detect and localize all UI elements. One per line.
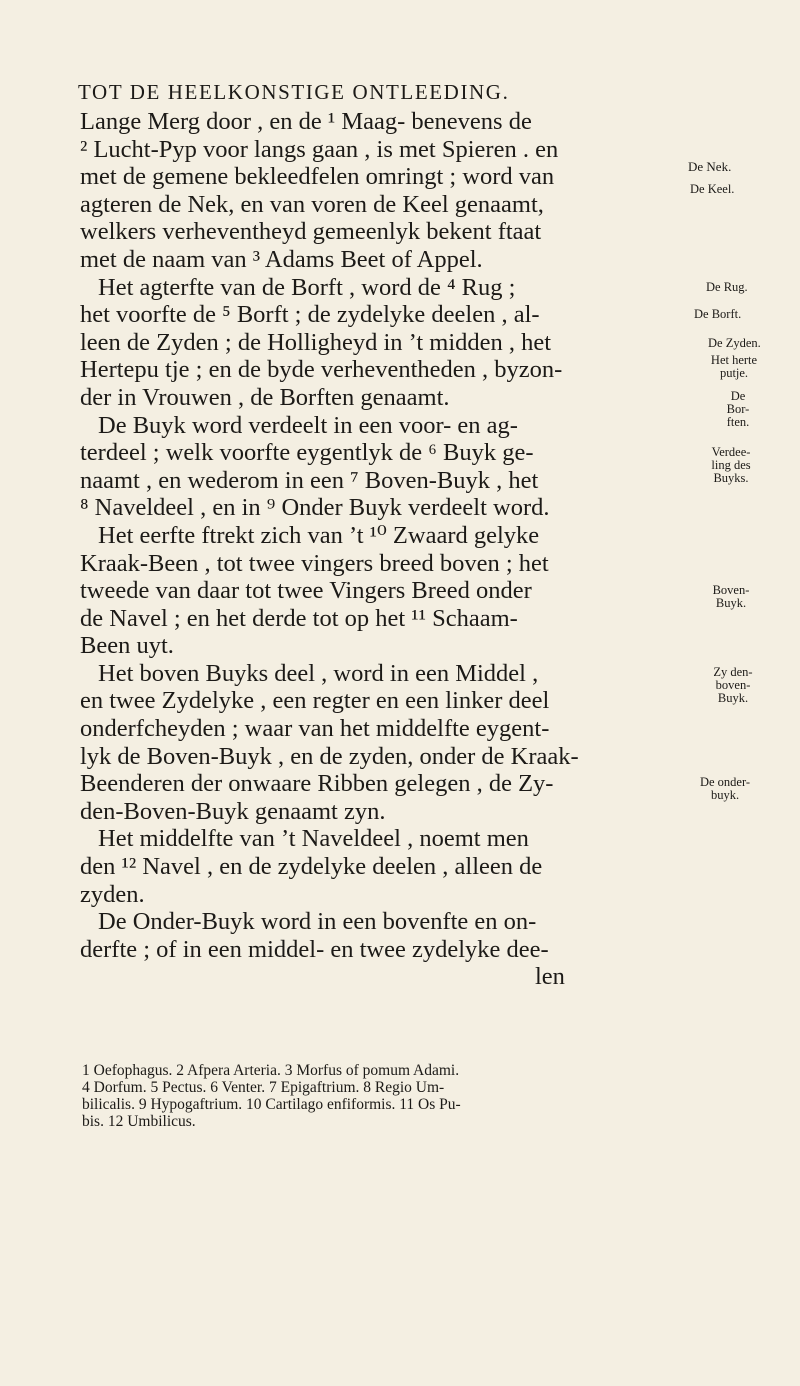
text-line: De Onder-Buyk word in een bovenfte en on-: [98, 908, 537, 936]
text-line: ² Lucht-Pyp voor langs gaan , is met Spieren . en: [80, 135, 559, 163]
text-line: zyden.: [80, 880, 145, 908]
text-line: Het middelfte van ’t Naveldeel , noemt men: [98, 825, 529, 853]
margin-note: De Bor- ften.: [726, 389, 750, 429]
margin-note: De onder- buyk.: [699, 775, 751, 802]
text-line: naamt , en wederom in een ⁷ Boven-Buyk , het: [80, 466, 539, 494]
text-line: het voorfte de ⁵ Borft ; de zydelyke deelen , al-: [80, 301, 540, 329]
text-line: ⁸ Naveldeel , en in ⁹ Onder Buyk verdeelt word.: [80, 494, 550, 522]
text-line: met de gemene bekleedfelen omringt ; word van: [80, 163, 555, 191]
text-line: onderfcheyden ; waar van het middelfte eygent-: [80, 715, 550, 743]
text-line: Beenderen der onwaare Ribben gelegen , de Zy-: [80, 770, 554, 798]
text-line: Kraak-Been , tot twee vingers breed boven ; het: [80, 549, 549, 577]
body-text: [80, 108, 680, 991]
text-line: len: [535, 963, 565, 991]
text-line: Het eerfte ftrekt zich van ’t ¹⁰ Zwaard gelyke: [98, 521, 540, 549]
text-line: terdeel ; welk voorfte eygentlyk de ⁶ Buyk ge-: [80, 439, 534, 467]
text-line: Het boven Buyks deel , word in een Middel ,: [98, 659, 539, 687]
footnote-line: 4 Dorfum. 5 Pectus. 6 Venter. 7 Epigaftrium. 8 Regio Um-: [82, 1079, 445, 1096]
text-line: de Navel ; en het derde tot op het ¹¹ Schaam-: [80, 604, 518, 632]
text-line: agteren de Nek, en van voren de Keel genaamt,: [80, 190, 544, 218]
margin-note: De Borft.: [694, 307, 742, 321]
text-line: derfte ; of in een middel- en twee zydelyke dee-: [80, 935, 549, 963]
text-line: Het agterfte van de Borft , word de ⁴ Rug ;: [98, 273, 516, 301]
text-line: den-Boven-Buyk genaamt zyn.: [80, 797, 386, 825]
margin-note: Verdee- ling des Buyks.: [711, 445, 751, 485]
margin-note: De Keel.: [690, 182, 735, 196]
margin-note: Zy den- boven- Buyk.: [713, 665, 753, 705]
footnote-line: bis. 12 Umbilicus.: [82, 1113, 196, 1130]
running-header: TOT DE HEELKONSTIGE ONTLEEDING.: [78, 80, 510, 104]
text-line: Been uyt.: [80, 632, 174, 660]
margin-note: De Rug.: [706, 280, 748, 294]
margin-note: De Nek.: [688, 159, 732, 174]
margin-note: Boven- Buyk.: [712, 583, 750, 610]
text-line: lyk de Boven-Buyk , en de zyden, onder de Kraak-: [80, 742, 579, 770]
text-line: met de naam van ³ Adams Beet of Appel.: [80, 245, 483, 273]
margin-note: Het herte putje.: [710, 353, 758, 380]
text-line: tweede van daar tot twee Vingers Breed onder: [80, 577, 532, 605]
text-line: Lange Merg door , en de ¹ Maag- benevens de: [80, 108, 532, 135]
footnote-line: 1 Oefophagus. 2 Afpera Arteria. 3 Morfus of pomum Adami.: [82, 1062, 460, 1079]
text-line: der in Vrouwen , de Borften genaamt.: [80, 383, 450, 411]
margin-note: De Zyden.: [708, 336, 761, 350]
text-line: den ¹² Navel , en de zydelyke deelen , alleen de: [80, 853, 543, 881]
text-line: welkers verheventheyd gemeenlyk bekent ftaat: [80, 218, 542, 246]
text-line: leen de Zyden ; de Holligheyd in ’t midden , het: [80, 328, 552, 356]
text-line: Hertepu tje ; en de byde verheventheden , byzon-: [80, 356, 563, 384]
text-line: De Buyk word verdeelt in een voor- en ag-: [98, 411, 518, 439]
text-line: en twee Zydelyke , een regter en een linker deel: [80, 687, 550, 715]
footnote-line: bilicalis. 9 Hypogaftrium. 10 Cartilago enfiformis. 11 Os Pu-: [82, 1096, 461, 1113]
